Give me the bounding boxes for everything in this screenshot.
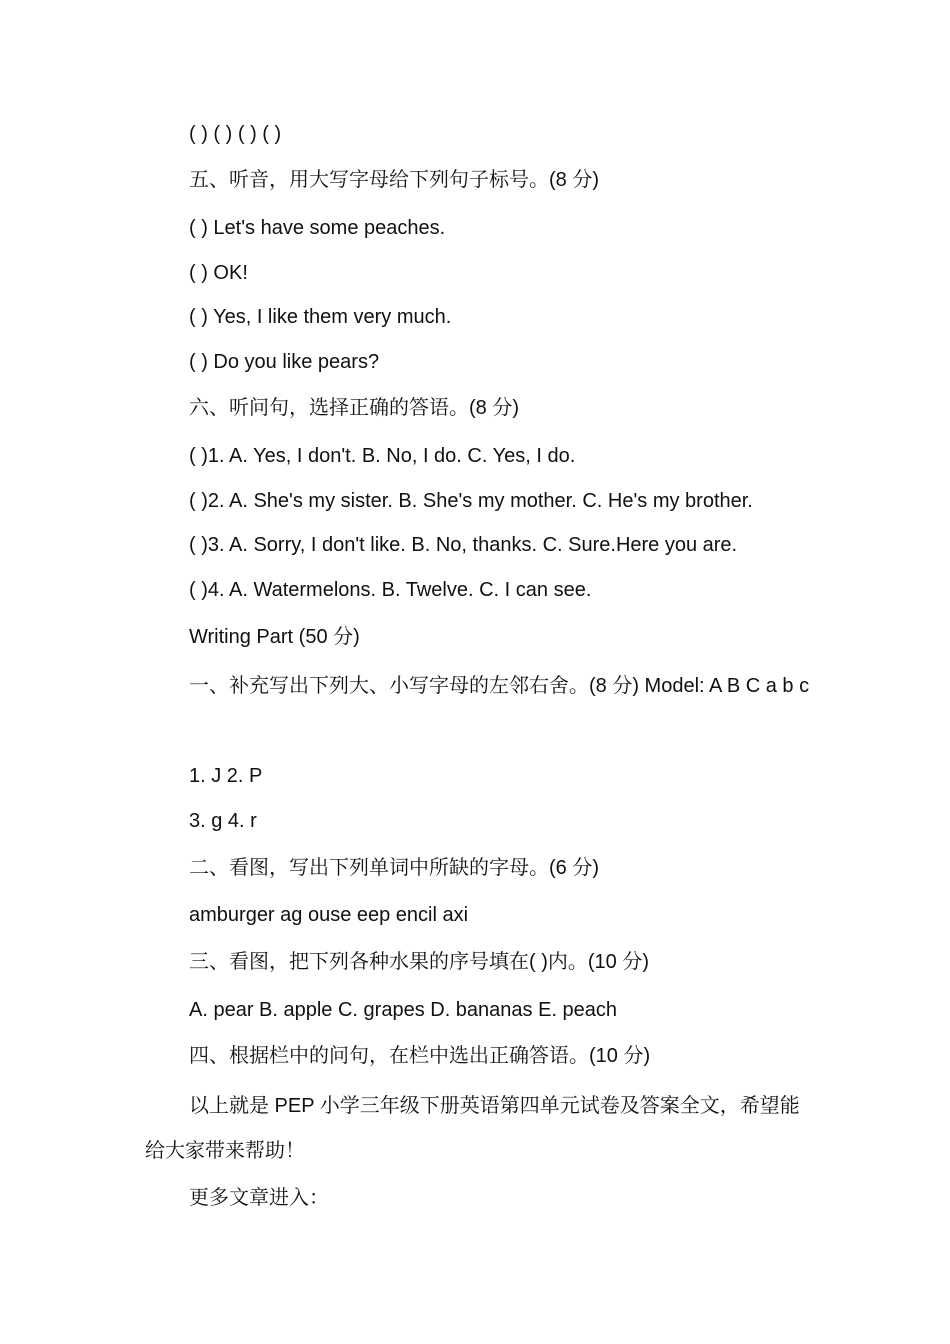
writing-section-one-heading: 一、补充写出下列大、小写字母的左邻右舍。(8 分) Model: A B C a b c [189,675,810,697]
more-articles-text: 更多文章进入： [189,1187,329,1209]
section-six-heading: 六、听问句，选择正确的答语。(8 分) [189,397,519,419]
letter-item-row-1: 1. J 2. P [189,765,263,787]
fruit-options: A. pear B. apple C. grapes D. bananas E. peach [189,999,618,1021]
sentence-item-3: ( ) Yes, I like them very much. [189,306,452,328]
question-item-3: ( )3. A. Sorry, I don't like. B. No, thanks. C. Sure.Here you are. [189,534,738,556]
writing-section-four-heading: 四、根据栏中的问句，在栏中选出正确答语。(10 分) [189,1045,651,1067]
letter-item-row-2: 3. g 4. r [189,810,257,832]
writing-section-three-heading: 三、看图，把下列各种水果的序号填在( )内。(10 分) [189,951,649,973]
section-five-heading: 五、听音，用大写字母给下列句子标号。(8 分) [189,169,599,191]
question-item-1: ( )1. A. Yes, I don't. B. No, I do. C. Yes, I do. [189,445,576,467]
closing-paragraph: 以上就是 PEP 小学三年级下册英语第四单元试卷及答案全文，希望能给大家带来帮助！ [145,1095,800,1162]
question-item-2: ( )2. A. She's my sister. B. She's my mother. C. He's my brother. [189,490,753,512]
question-item-4: ( )4. A. Watermelons. B. Twelve. C. I can see. [189,579,592,601]
sentence-item-4: ( ) Do you like pears? [189,351,380,373]
sentence-item-1: ( ) Let's have some peaches. [189,217,446,239]
missing-letter-words: amburger ag ouse eep encil axi [189,904,469,926]
writing-part-heading: Writing Part (50 分) [189,626,360,648]
writing-section-two-heading: 二、看图，写出下列单词中所缺的字母。(6 分) [189,857,599,879]
sentence-item-2: ( ) OK! [189,262,248,284]
answer-brackets-row: ( ) ( ) ( ) ( ) [189,123,282,145]
